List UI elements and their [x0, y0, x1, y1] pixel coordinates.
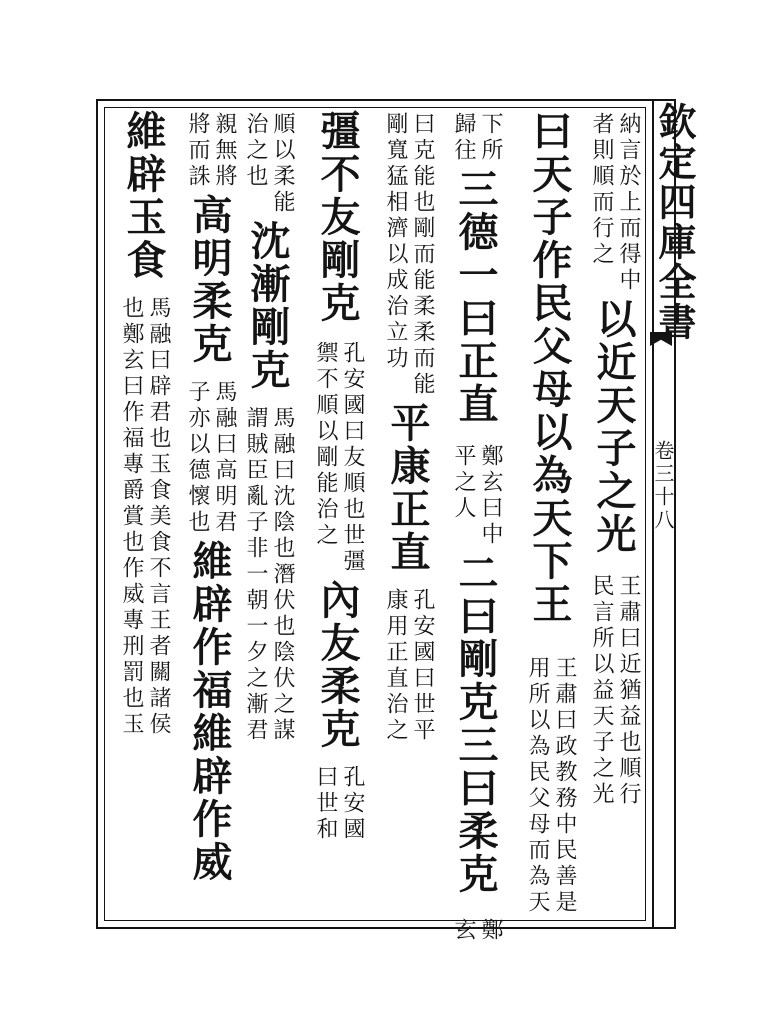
annotation-text-c1: 民言所以益天子之光	[589, 574, 614, 808]
annotation-text-c4: 孔安國曰世平	[410, 588, 435, 744]
annotation-text-c3: 鄭	[478, 918, 503, 944]
main-text-c5: 內友柔克	[314, 579, 361, 751]
annotation-text-c7: 親無將	[212, 112, 237, 190]
main-text-c4: 平康正直	[384, 402, 431, 574]
annotation-text-c4: 剛寬猛相濟以成治立功	[383, 112, 408, 372]
annotation-text-c8: 也鄭玄曰作福專爵賞也作威專刑罰也玉	[119, 296, 144, 738]
annotation-text-c5: 曰世和	[313, 765, 338, 843]
annotation-text-c6: 順以柔能	[270, 112, 295, 216]
annotation-text-c5: 孔安國曰友順也世彊	[340, 341, 365, 575]
annotation-text-c1: 納言於上而得中	[616, 112, 641, 294]
annotation-text-c7: 馬融曰高明君	[212, 380, 237, 536]
annotation-text-c4: 曰克能也剛而能柔柔而能	[410, 112, 435, 398]
main-text-c5: 彊不友剛克	[314, 110, 361, 325]
annotation-text-c3: 下所	[478, 112, 503, 164]
main-text-c6: 沈漸剛克	[244, 220, 291, 392]
main-text-c7: 維辟作福維辟作威	[186, 540, 233, 884]
annotation-text-c5: 孔安國	[340, 765, 365, 843]
annotation-text-c8: 馬融曰辟君也玉食美食不言王者關諸侯	[146, 296, 171, 738]
annotation-text-c1: 者則順而行之	[589, 112, 614, 268]
annotation-text-c3: 玄	[451, 918, 476, 944]
annotation-text-c6: 謂賊臣亂子非一朝一夕之漸君	[243, 406, 268, 744]
volume-number: 卷三十八	[651, 440, 675, 532]
annotation-text-c6: 治之也	[243, 112, 268, 190]
main-text-c8: 維辟玉食	[120, 110, 167, 282]
annotation-text-c3: 鄭玄曰中	[478, 444, 503, 548]
book-title: 欽定四庫全書	[652, 102, 697, 342]
annotation-text-c5: 禦不順以剛能治之	[313, 341, 338, 549]
annotation-text-c7: 將而誅	[185, 112, 210, 190]
main-text-c1: 以近天子之光	[590, 298, 637, 556]
annotation-text-c4: 康用正直治之	[383, 588, 408, 744]
annotation-text-c2: 用所以為民父母而為天	[525, 656, 550, 916]
main-text-c2: 曰天子作民父母以為天下王	[526, 110, 573, 626]
main-text-c7: 高明柔克	[186, 194, 233, 366]
main-text-c3: 三德一曰正直	[452, 168, 499, 426]
annotation-text-c7: 子亦以德懷也	[185, 380, 210, 536]
main-text-c3: 二曰剛克三曰柔克	[452, 552, 499, 896]
annotation-text-c2: 王肅曰政教務中民善是	[552, 656, 577, 916]
annotation-text-c6: 馬融曰沈陰也潛伏也陰伏之謀	[270, 406, 295, 744]
annotation-text-c1: 王肅曰近猶益也順行	[616, 574, 641, 808]
annotation-text-c3: 平之人	[451, 444, 476, 522]
annotation-text-c3: 歸往	[451, 112, 476, 164]
